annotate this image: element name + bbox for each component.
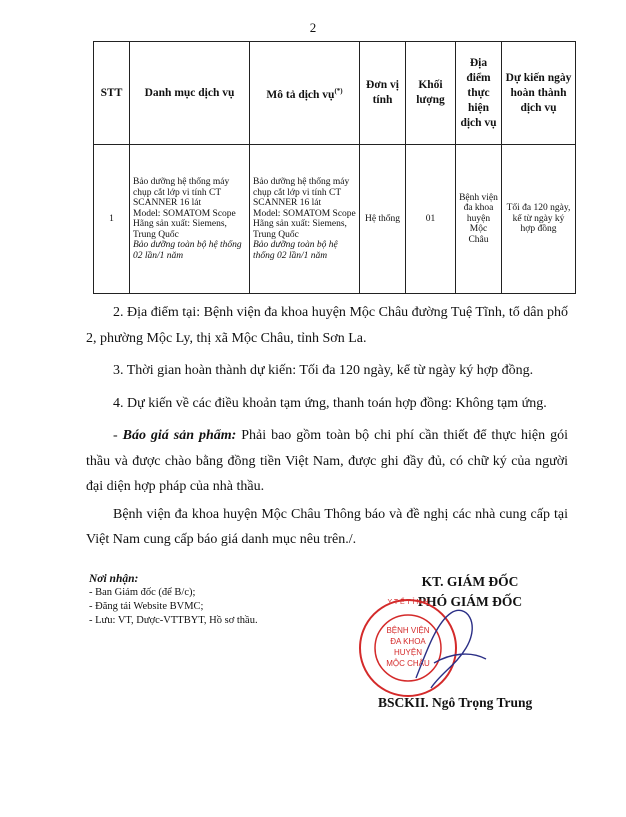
header-service: Danh mục dịch vụ: [130, 42, 250, 145]
description-line: Model: SOMATOM Scope: [253, 208, 356, 219]
recipient-item: - Lưu: VT, Dược-VTTBYT, Hồ sơ thầu.: [89, 615, 258, 626]
header-stt: STT: [94, 42, 130, 145]
signer-name: BSCKII. Ngô Trọng Trung: [378, 695, 533, 710]
service-line: Bảo dưỡng hệ thống máy chụp cắt lớp vi tính CT SCANNER 16 lát: [133, 177, 230, 208]
cell-unit: Hệ thống: [360, 145, 406, 294]
paragraph-completion-time: 3. Thời gian hoàn thành dự kiến: Tối đa 120 ngày, kể từ ngày ký hợp đồng.: [113, 363, 534, 378]
quotation-label: Báo giá sản phẩm:: [122, 428, 237, 443]
service-line: Model: SOMATOM Scope: [133, 208, 236, 219]
cell-quantity: 01: [406, 145, 456, 294]
table-header-row: [94, 42, 576, 145]
header-footnote-mark: (*): [334, 86, 343, 95]
recipients-title: Nơi nhận:: [89, 573, 139, 585]
stamp-line: HUYỆN: [393, 648, 423, 657]
service-line-italic: Bảo dưỡng toàn bộ hệ thống 02 lần/1 năm: [133, 240, 242, 261]
paragraph-location: 2. Địa điểm tại: Bệnh viện đa khoa huyện Mộc Châu đường Tuệ Tĩnh, tổ dân phố 2, phường Mộc Ly, thị xã Mộc Châu, tỉnh Sơn La.: [86, 305, 568, 346]
description-line: Bảo dưỡng hệ thống máy chụp cắt lớp vi tính CT SCANNER 16 lát: [253, 177, 350, 208]
header-quantity: Khối lượng: [406, 42, 456, 145]
cell-description: [250, 145, 360, 294]
stamp-line: MỘC CHÂU: [386, 659, 430, 668]
svg-text:Y T Ế T Ỉ N H: Y T Ế T Ỉ N H: [387, 599, 429, 606]
quotation-text: Phải bao gồm toàn bộ chi phí cần thiết để thực hiện gói thầu và được chào bằng đồng tiền Việt Nam, được ghi đầy đủ, có chữ ký của người đại diện hợp pháp của nhà thầu.: [86, 428, 568, 494]
service-table: [93, 41, 576, 294]
description-line: Hãng sản xuất: Siemens, Trung Quốc: [253, 219, 347, 240]
signature-subtitle: PHÓ GIÁM ĐỐC: [417, 594, 523, 609]
cell-service: [130, 145, 250, 294]
official-stamp: [356, 593, 506, 703]
header-location: Địa điểm thực hiện dịch vụ: [456, 42, 502, 145]
header-description-label: Mô tả dịch vụ: [266, 88, 335, 101]
recipient-item: - Đăng tải Website BVMC;: [89, 601, 204, 612]
signature-title: KT. GIÁM ĐỐC: [421, 574, 519, 589]
cell-deadline: Tối đa 120 ngày, kể từ ngày ký hợp đồng: [502, 145, 576, 294]
paragraph-payment-terms: 4. Dự kiến về các điều khoản tạm ứng, thanh toán hợp đồng: Không tạm ứng.: [113, 395, 547, 411]
header-description: [250, 42, 360, 145]
paragraph-quotation: [86, 423, 568, 500]
quotation-prefix: -: [113, 428, 123, 443]
recipients-block: [89, 572, 329, 628]
description-line-italic: Bảo dưỡng toàn bộ hệ thống 02 lần/1 năm: [253, 240, 338, 261]
table-row: [94, 145, 576, 294]
page-number: 2: [309, 20, 317, 35]
body-text: [86, 300, 568, 553]
recipient-item: - Ban Giám đốc (để B/c);: [89, 587, 196, 598]
header-deadline: Dự kiến ngày hoàn thành dịch vụ: [502, 42, 576, 145]
service-line: Hãng sản xuất: Siemens, Trung Quốc: [133, 219, 227, 240]
header-unit: Đơn vị tính: [360, 42, 406, 145]
stamp-line: ĐA KHOA: [390, 637, 426, 646]
handwritten-signature: [416, 610, 486, 688]
cell-stt: 1: [94, 145, 130, 294]
cell-location: Bệnh viện đa khoa huyện Mộc Châu: [456, 145, 502, 294]
paragraph-closing: Bệnh viện đa khoa huyện Mộc Châu Thông báo và đề nghị các nhà cung cấp tại Việt Nam cung cấp báo giá danh mục nêu trên./.: [86, 506, 568, 547]
stamp-line: BỆNH VIỆN: [386, 626, 430, 635]
